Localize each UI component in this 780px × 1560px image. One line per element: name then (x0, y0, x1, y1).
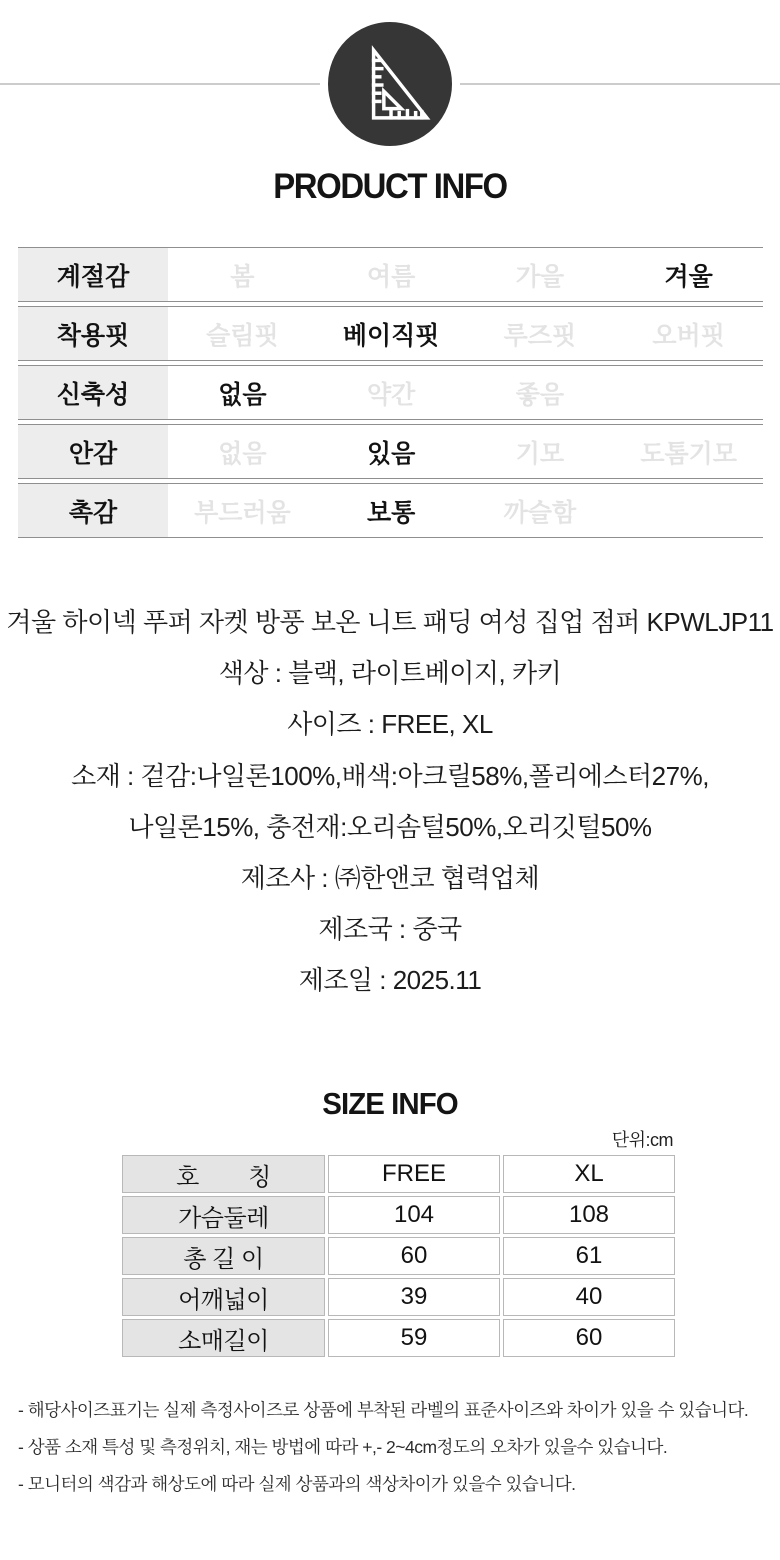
size-row-sleeve (122, 1319, 675, 1357)
option-value: 도톰기모 (640, 439, 737, 468)
color-line: 색상 : 블랙, 라이트베이지, 카키 (218, 658, 562, 689)
option-value: 여름 (366, 262, 416, 291)
option-value: 가을 (515, 262, 565, 291)
size-header-name: 호 칭 (122, 1155, 325, 1193)
attribute-row-season (18, 247, 763, 302)
attribute-label: 신축성 (18, 366, 168, 419)
option-value: 좋음 (515, 380, 565, 409)
option-value (614, 366, 763, 419)
option-value-selected: 있음 (366, 439, 416, 468)
option-value: 루즈핏 (503, 321, 577, 350)
product-description (0, 597, 780, 1007)
ruler-triangle-icon (349, 43, 431, 125)
size-row-length (122, 1237, 675, 1275)
size-row-chest (122, 1196, 675, 1234)
note-line: - 모니터의 색감과 해상도에 따라 실제 상품과의 색상차이가 있을수 있습니다. (18, 1474, 576, 1494)
size-header-free: FREE (328, 1155, 500, 1193)
size-header-xl: XL (503, 1155, 675, 1193)
size-value: 39 (328, 1278, 500, 1316)
size-table (119, 1152, 678, 1360)
material-line-1: 소재 : 겉감:나일론100%,배색:아크릴58%,폴리에스터27%, (71, 760, 709, 791)
size-row-label: 소매길이 (122, 1319, 325, 1357)
page-title: PRODUCT INFO (273, 167, 507, 206)
size-row-label: 가슴둘레 (122, 1196, 325, 1234)
product-attribute-table (18, 247, 763, 542)
material-line-2: 나일론15%, 충전재:오리솜털50%,오리깃털50% (128, 811, 652, 842)
product-name-line: 겨울 하이넥 푸퍼 자켓 방풍 보온 니트 패딩 여성 집업 점퍼 KPWLJP11 (6, 607, 774, 637)
option-value: 슬림핏 (206, 321, 279, 350)
attribute-row-lining (18, 424, 763, 479)
size-row-shoulder (122, 1278, 675, 1316)
attribute-label: 착용핏 (18, 307, 168, 360)
size-value: 60 (503, 1319, 675, 1357)
attribute-row-fit (18, 306, 763, 361)
attribute-row-stretch (18, 365, 763, 420)
attribute-label: 안감 (18, 425, 168, 478)
option-value-selected: 겨울 (664, 262, 713, 291)
size-value: 61 (503, 1237, 675, 1275)
size-value: 59 (328, 1319, 500, 1357)
option-value: 봄 (230, 262, 255, 291)
attribute-label: 촉감 (18, 484, 168, 537)
option-value: 약간 (366, 380, 416, 409)
country-line: 제조국 : 중국 (318, 914, 462, 945)
option-value: 오버핏 (652, 321, 725, 350)
option-value (614, 484, 763, 537)
size-value: 40 (503, 1278, 675, 1316)
manufacturer-line: 제조사 : ㈜한앤코 협력업체 (240, 863, 540, 894)
footer-notes (18, 1392, 768, 1503)
size-table-header-row (122, 1155, 675, 1193)
option-value: 부드러움 (194, 498, 291, 527)
size-info-title: SIZE INFO (322, 1086, 458, 1121)
size-value: 104 (328, 1196, 500, 1234)
unit-label: 단위:cm (611, 1130, 673, 1150)
option-value-selected: 베이직핏 (342, 321, 440, 350)
option-value: 까슬함 (503, 498, 577, 527)
note-line: - 상품 소재 특성 및 측정위치, 재는 방법에 따라 +,- 2~4cm정도의 오차가 있을수 있습니다. (18, 1437, 668, 1457)
size-value: 60 (328, 1237, 500, 1275)
option-value-selected: 보통 (366, 498, 416, 527)
date-line: 제조일 : 2025.11 (298, 965, 482, 996)
attribute-row-texture (18, 483, 763, 538)
size-row-label: 총 길 이 (122, 1237, 325, 1275)
note-line: - 해당사이즈표기는 실제 측정사이즈로 상품에 부착된 라벨의 표준사이즈와 차이가 있을 수 있습니다. (18, 1400, 749, 1420)
option-value-selected: 없음 (218, 380, 267, 409)
header-icon-badge (320, 14, 460, 154)
option-value: 없음 (218, 439, 267, 468)
option-value: 기모 (515, 439, 565, 468)
size-line: 사이즈 : FREE, XL (287, 709, 493, 740)
attribute-label: 계절감 (18, 248, 168, 301)
size-value: 108 (503, 1196, 675, 1234)
size-row-label: 어깨넓이 (122, 1278, 325, 1316)
